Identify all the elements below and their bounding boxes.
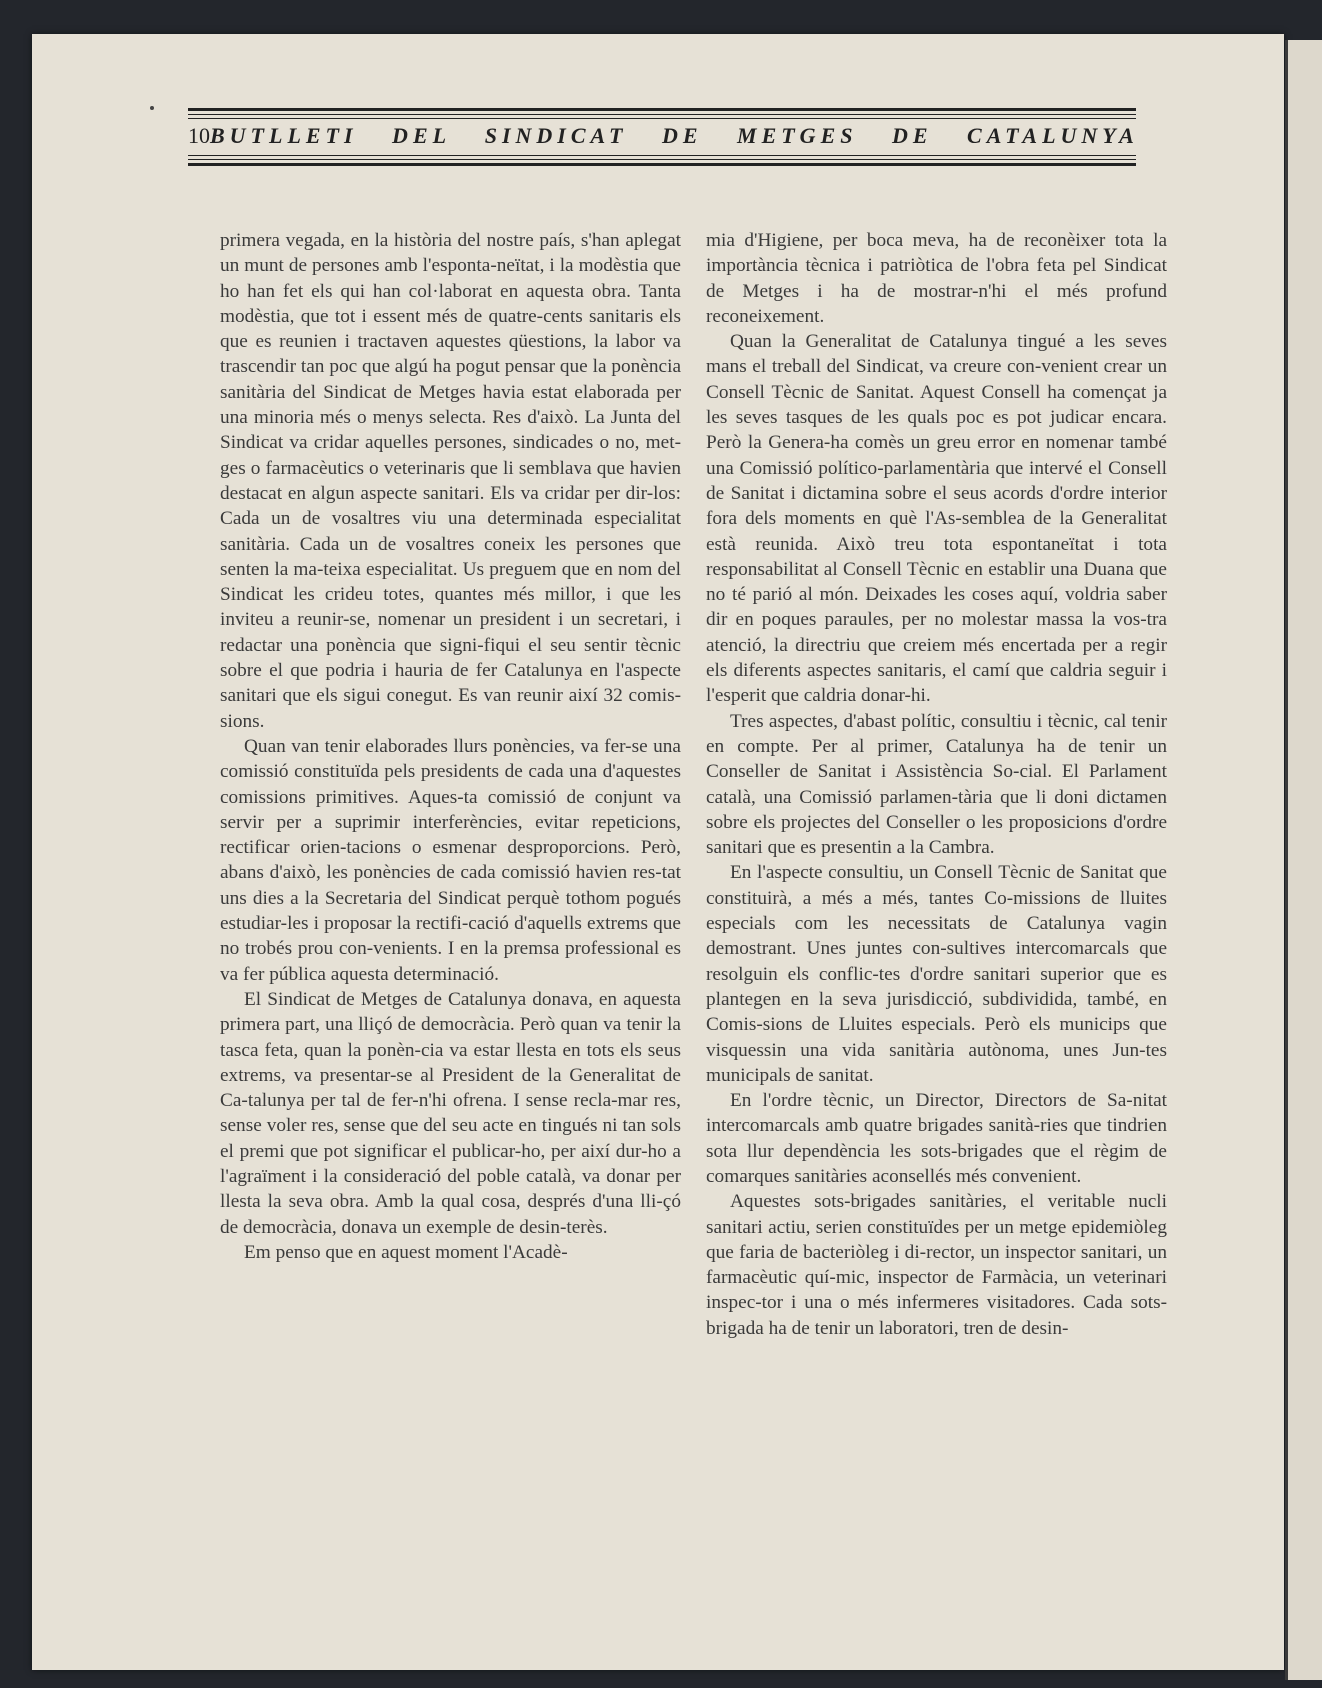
- paragraph: Em penso que en aquest moment l'Acadè-: [244, 1241, 568, 1263]
- scan-speck: [150, 106, 154, 110]
- page-number: 10: [188, 123, 210, 148]
- header-top-rules: [188, 108, 1136, 119]
- adjacent-page-edge: [1285, 40, 1322, 1680]
- paragraph: Aquestes sots-brigades sanitàries, el veritable nucli sanitari actiu, serien constituïdes per un metge epidemiòleg que faria de bacteriòleg i di-rector, un inspector sanitari, un farmacèutic quí-mic, inspector de Farmàcia, un veterinari inspec-tor i una o més infermeres visitadores. Cada sots-brigada ha de tenir un laboratori, tren de desin-: [706, 1191, 1167, 1339]
- paragraph: En l'ordre tècnic, un Director, Directors de Sa-nitat intercomarcals amb quatre brigades sanità-ries que tindrien sota llur dependència les sots-brigades que el règim de comarques sanitàries aconsellés més convenient.: [706, 1090, 1167, 1187]
- paragraph: Quan van tenir elaborades llurs ponències, va fer-se una comissió constituïda pels presidents de cada una d'aquestes comissions primitives. Aques-ta comissió de conjunt va servir per a suprimir interferències, evitar repeticions, rectificar orien-tacions o esmenar desproporcions. Però, abans d'això, les ponències de cada comissió havien res-tat uns dies a la Secretaria del Sindicat perquè tothom pogués estudiar-les i proposar la rectifi-cació d'aquells extrems que no trobés prou con-venients. I en la premsa professional es va fer pública aquesta determinació.: [220, 735, 681, 985]
- journal-title: BUTLLETI DEL SINDICAT DE METGES DE CATALUNYA: [210, 123, 1139, 148]
- right-column: [706, 228, 1167, 1341]
- left-column: [220, 228, 681, 1265]
- paragraph: El Sindicat de Metges de Catalunya donava, en aquesta primera part, una lliçó de democràcia. Però quan va tenir la tasca feta, quan la ponèn-cia va estar llesta en tots els seus extrems, va presentar-se al President de la Generalitat de Ca-talunya per tal de fer-n'hi ofrena. I sense recla-mar res, sense voler res, sense que del seu acte en tingués ni tan sols el premi que pot significar el publicar-ho, per així dur-ho a l'agraïment i la consideració del poble català, va donar per llesta la seva obra. Amb la qual cosa, després d'una lli-çó de democràcia, donava un exemple de desin-terès.: [220, 988, 681, 1238]
- paragraph: Quan la Generalitat de Catalunya tingué a les seves mans el treball del Sindicat, va creure con-venient crear un Consell Tècnic de Sanitat. Aquest Consell ha començat ja les seves tasques de les quals poc es pot judicar encara. Però la Genera-ha comès un greu error en nomenar també una Comissió político-parlamentària que intervé el Consell de Sanitat i dictamina sobre el seus acords d'ordre interior fora dels moments en què l'As-semblea de la Generalitat està reunida. Això treu tota espontaneïtat i tota responsabilitat al Consell Tècnic en establir una Duana que no té parió al món. Deixades les coses aquí, voldria saber dir en poques paraules, per no molestar massa la vos-tra atenció, la directriu que creiem més encertada per a regir els diferents aspectes sanitaris, el camí que caldria seguir i l'esperit que caldria donar-hi.: [706, 331, 1167, 707]
- paragraph: Tres aspectes, d'abast polític, consultiu i tècnic, cal tenir en compte. Per al primer, Catalunya ha de tenir un Conseller de Sanitat i Assistència So-cial. El Parlament català, una Comissió parlamen-tària que li doni dictamen sobre els projectes del Conseller o les proposicions d'ordre sanitari que es presentin a la Cambra.: [706, 710, 1167, 859]
- header-bottom-rules: [188, 155, 1136, 166]
- page-header: [188, 108, 1139, 166]
- paragraph: primera vegada, en la història del nostre país, s'han aplegat un munt de persones amb l'esponta-neïtat, i la modèstia que ho han fet els qui han col·laborat en aquesta obra. Tanta modèstia, que tot i essent més de quatre-cents sanitaris els que es reunien i tractaven aquestes qüestions, la labor va trascendir tan poc que algú ha pogut pensar que la ponència sanitària del Sindicat de Metges havia estat elaborada per una minoria més o menys selecta. Res d'això. La Junta del Sindicat va cridar aquelles persones, sindicades o no, met-ges o farmacèutics o veterinaris que li semblava que havien destacat en algun aspecte sanitari. Els va cridar per dir-los: Cada un de vosaltres viu una determinada especialitat sanitària. Cada un de vosaltres coneix les persones que senten la ma-teixa especialitat. Us preguem que en nom del Sindicat les crideu totes, quantes més millor, i que les inviteu a reunir-se, nomenar un president i un secretari, i redactar una ponència que signi-fiqui el seu sentir tècnic sobre el que podria i hauria de fer Catalunya en l'aspecte sanitari que els sigui conegut. Es van reunir així 32 comis-sions.: [220, 230, 681, 732]
- paragraph: mia d'Higiene, per boca meva, ha de reconèixer tota la importància tècnica i patriòtica de l'obra feta pel Sindicat de Metges i ha de mostrar-n'hi el més profund reconeixement.: [706, 230, 1167, 327]
- paragraph: En l'aspecte consultiu, un Consell Tècnic de Sanitat que constituirà, a més a més, tantes Co-missions de lluites especials com les necessitats de Catalunya vagin demostrant. Unes juntes con-sultives intercomarcals que resolguin els conflic-tes d'ordre sanitari superior que es plantegen en la seva jurisdicció, subdividida, també, en Comis-sions de Lluites especials. Però els municips que visquessin una vida sanitària autònoma, unes Jun-tes municipals de sanitat.: [706, 862, 1167, 1086]
